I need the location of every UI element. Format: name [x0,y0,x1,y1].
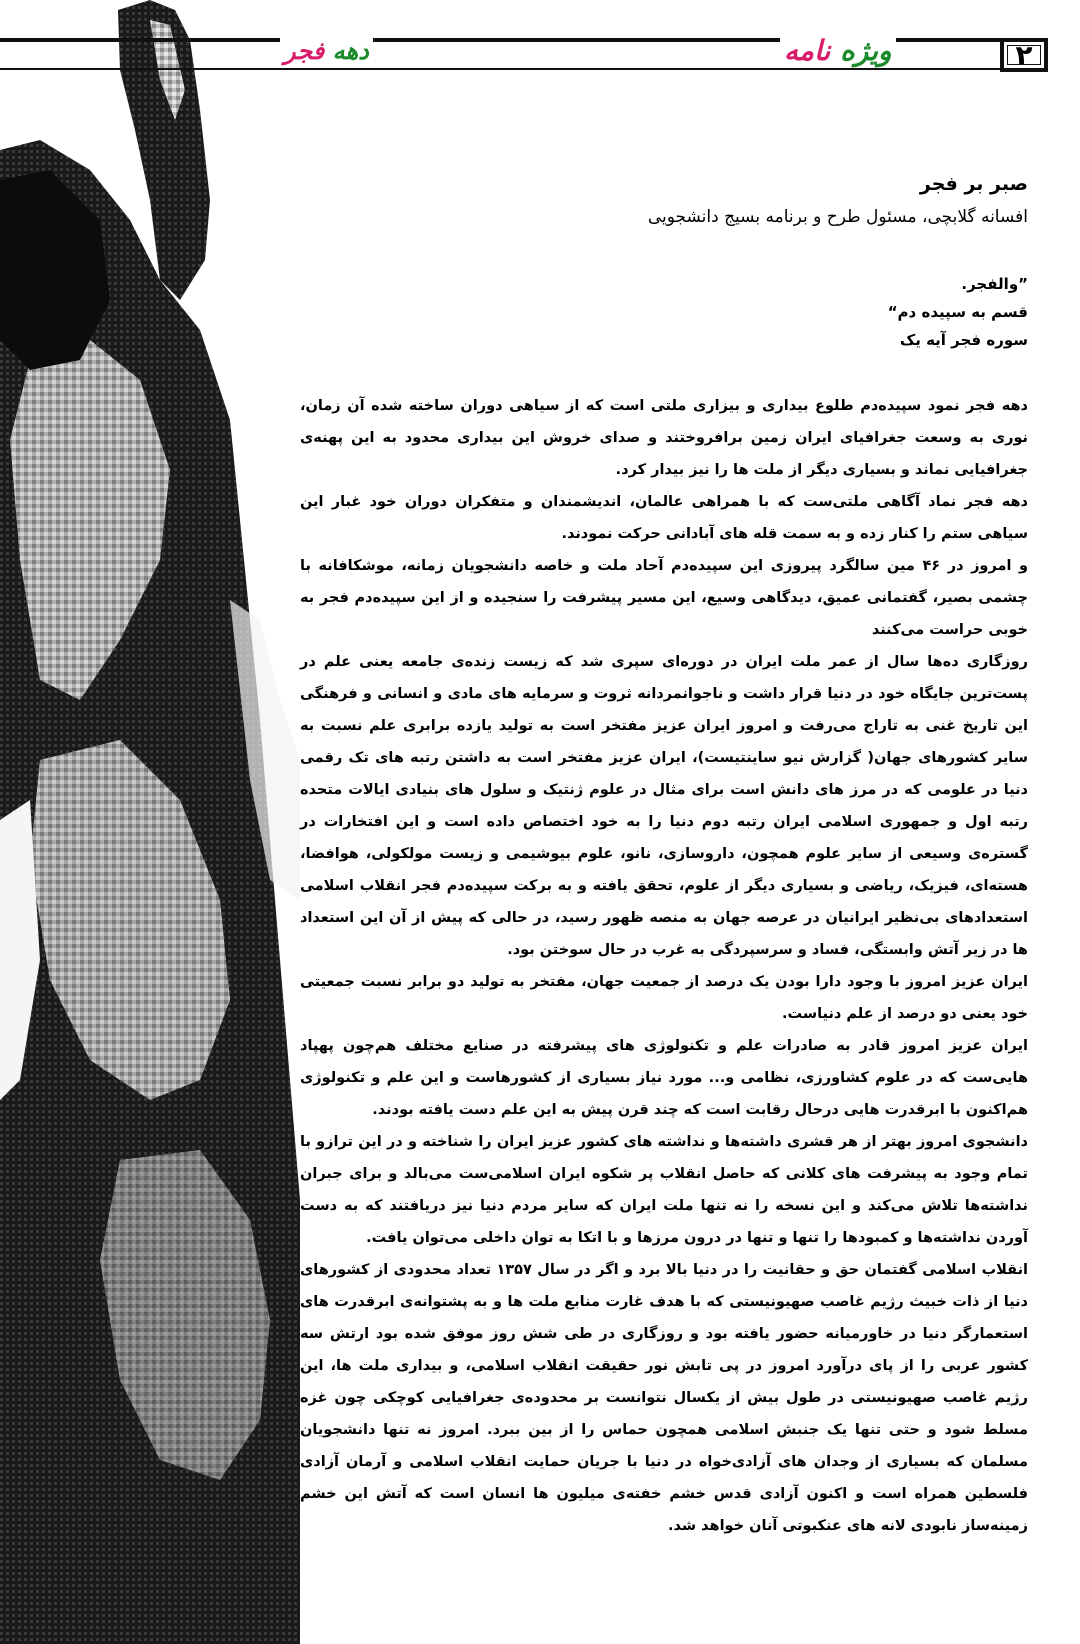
paragraph: و امروز در ۴۶ مین سالگرد پیروزی این سپیده‌دم آحاد ملت و خاصه دانشجویان زمانه، موشکافانه با چشمی بصیر، گفتمانی عمیق، دیدگاهی وسیع، این مسیر پیشرفت را سنجیده و از این سپیده‌دم فجر به خوبی حراست می‌کنند [300,558,1028,638]
paragraph: دهه فجر نمود سپیده‌دم طلوع بیداری و بیزاری ملتی است که از سیاهی دوران ساخته شده آن زمان، نوری به وسعت جغرافیای ایران زمین برافروختند و صدای خروش این بیداری محدود به این پهنه‌ی جغرافیایی نماند و بسیاری دیگر از ملت ها را نیز بیدار کرد. [300,398,1028,478]
paragraph: انقلاب اسلامی گفتمان حق و حقانیت را در دنیا بالا برد و اگر در سال ۱۳۵۷ تعداد محدودی از کشورهای دنیا از ذات خبیث رژیم غاصب صهیونیستی که با هدف غارت منابع ملت ها و به پشتوانه‌ی ابرقدرت های استعمارگر دنیا در خاورمیانه حضور یافته بود و روزگاری در طی شش روز موفق شده بود ارتش سه کشور عربی را از پای درآورد امروز در پی تابش نور حقیقت انقلاب اسلامی، و بیداری ملت ها، این رژیم غاصب صهیونیستی در طول بیش از یکسال نتوانست بر محدوده‌ی جغرافیایی کوچکی چون غزه مسلط شود و حتی تنها یک جنبش اسلامی همچون حماس را از بین ببرد. امروز نه تنها دانشجویان مسلمان که بسیاری از وجدان های آزادی‌خواه در دنیا با جریان حمایت انقلاب اسلامی و آرمان آزادی فلسطین همراه است و اکنون آزادی قدس خشم خفته‌ی میلیون ها انسان است که آتش این خشم زمینه‌ساز نابودی لانه های عنکبوتی آنان خواهد شد. [300,1262,1029,1534]
quote-line: سوره فجر آیه یک [899,331,1028,349]
header-subtitle-word1: دهه [332,36,369,65]
header-subtitle-word2: فجر [284,36,325,65]
paragraph: روزگاری ده‌ها سال از عمر ملت ایران در دوره‌ای سپری شد که زیست زنده‌ی جامعه یعنی علم در پست‌ترین جایگاه خود در دنیا قرار داشت و ناجوانمردانه ثروت و سرمایه های مادی و انسانی و فرهنگی این تاریخ غنی به تاراج می‌رفت و امروز ایران عزیز مفتخر است به تولید یازده برابری علم نسبت به سایر کشورهای جهان( گزارش نیو ساینتیست)، ایران عزیز مفتخر است به داشتن رتبه های تک رقمی دنیا در علومی که در مرز های دانش است برای مثال در علوم ژنتیک و سلول های بنیادی ایالات متحده رتبه اول و جمهوری اسلامی ایران رتبه دوم دنیا را به خود اختصاص داده است و این افتخارات در گستره‌ی وسیعی از سایر علوم همچون، داروسازی، نانو، علوم بیوشیمی و زیست مولکولی، هوافضا، هسته‌ای، فیزیک، ریاضی و بسیاری دیگر از علوم، تحقق یافته و به برکت سپیده‌دم فجر انقلاب اسلامی استعدادهای بی‌نظیر ایرانیان در عرصه جهان به منصه ظهور رسید، در حالی که پیش از آن این استعداد ها در زیر آتش وابستگی، فساد و سرسپردگی به غرب در حال سوختن بود. [300,654,1028,958]
header-title-word1: ویژه [840,34,892,67]
article-body [300,390,1028,1542]
article-author: افسانه گلابچی، مسئول طرح و برنامه بسیج دانشجویی [647,207,1028,227]
paragraph: ایران عزیز امروز قادر به صادرات علم و تکنولوژی های پیشرفته در صنایع مختلف هم‌چون پهپاد هایی‌ست که در علوم کشاورزی، نظامی و... مورد نیاز بسیاری از کشورهاست و این علم و تکنولوژی هم‌اکنون با ابرقدرت هایی درحال رقابت است که چند قرن پیش به این علم دست یافته بودند. [300,1038,1028,1118]
quote-block [300,270,1028,354]
paragraph: دهه فجر نماد آگاهی ملتی‌ست که با همراهی عالمان، اندیشمندان و متفکران دوران خود غبار این سیاهی ستم را کنار زده و به سمت قله های آبادانی حرکت نمودند. [300,494,1028,542]
article-title: صبر بر فجر [919,173,1028,195]
quote-line: ”والفجر. [961,275,1028,293]
header-rule-secondary [0,68,1048,70]
raised-fist-photo [0,0,300,1644]
header-title [780,34,896,67]
article [300,170,1028,1542]
header-title-word2: نامه [784,34,831,67]
header-subtitle [280,36,373,65]
page-number-inner-border [1007,45,1041,65]
page-number-value: ۲ [1015,38,1033,72]
paragraph: دانشجوی امروز بهتر از هر قشری داشته‌ها و نداشته های کشور عزیز ایران را شناخته و در این ترازو با تمام وجود به پیشرفت های کلانی که حاصل انقلاب پر شکوه ایران اسلامی‌ست می‌بالد و برای جبران نداشته‌ها تلاش می‌کند و این نسخه را نه تنها ملت ایران که سایر مردم دنیا نیز دریافتند که به دست آوردن نداشته‌ها و کمبودها را تنها و تنها در درون مرزها و با اتکا به توان داخلی می‌توان یافت. [300,1134,1028,1246]
quote-line: قسم به سپیده دم“ [887,303,1028,321]
page-number [1000,38,1048,72]
paragraph: ایران عزیز امروز با وجود دارا بودن یک درصد از جمعیت جهان، مفتخر به تولید دو برابر نسبت جمعیتی خود یعنی دو درصد از علم دنیاست. [300,974,1028,1022]
